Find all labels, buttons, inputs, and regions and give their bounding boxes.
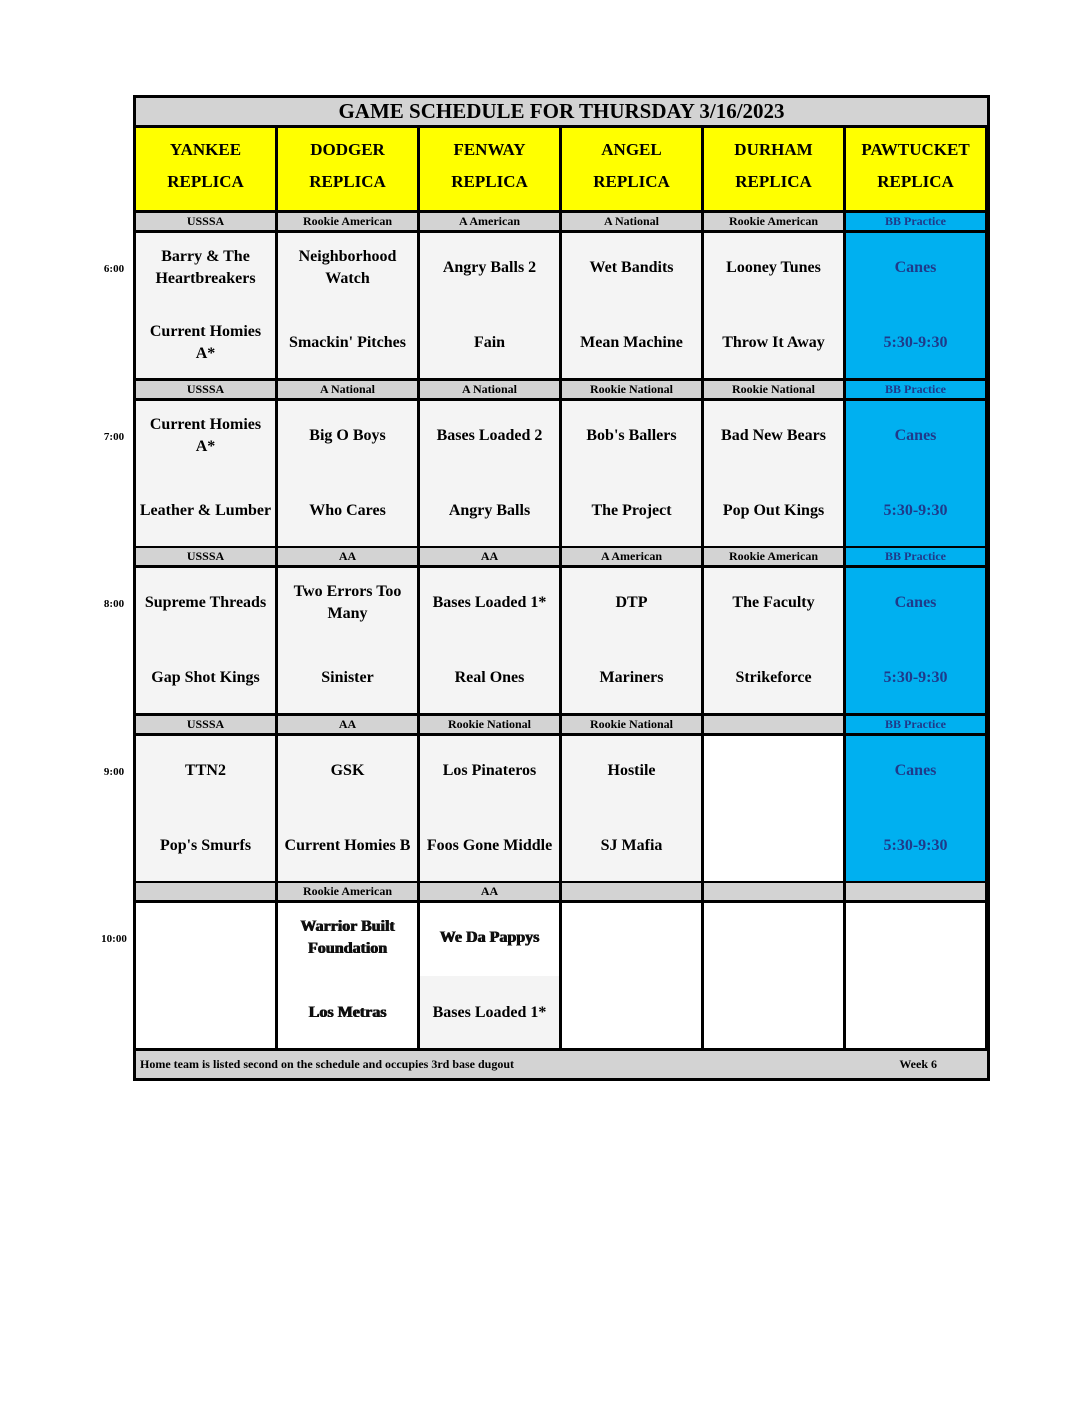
away-team: Warrior Built Foundation <box>278 903 417 976</box>
division-label: Rookie American <box>278 883 417 900</box>
away-team: Angry Balls 2 <box>420 233 559 306</box>
home-team: Who Cares <box>278 474 417 547</box>
footer-bar <box>136 1051 987 1078</box>
division-label: BB Practice <box>846 716 985 733</box>
home-team: 5:30-9:30 <box>846 474 985 547</box>
field-name: YANKEE <box>169 140 242 159</box>
away-team: Looney Tunes <box>704 233 843 306</box>
away-team: We Da Pappys <box>420 903 559 976</box>
away-team: GSK <box>278 736 417 809</box>
division-label: AA <box>420 883 559 900</box>
away-team: Wet Bandits <box>562 233 701 306</box>
home-team <box>704 809 843 882</box>
division-label <box>846 883 985 900</box>
division-label: Rookie National <box>704 381 843 398</box>
away-team: Los Pinateros <box>420 736 559 809</box>
away-team: Two Errors Too Many <box>278 568 417 641</box>
division-label: USSSA <box>136 548 275 565</box>
division-label: BB Practice <box>846 213 985 230</box>
field-sub: REPLICA <box>167 172 244 191</box>
home-team: Mariners <box>562 641 701 714</box>
home-team: Angry Balls <box>420 474 559 547</box>
away-team: Big O Boys <box>278 401 417 474</box>
home-team: Fain <box>420 306 559 379</box>
division-label: AA <box>278 716 417 733</box>
away-team: Current Homies A* <box>136 401 275 474</box>
division-label: Rookie National <box>420 716 559 733</box>
field-header-durham <box>704 128 843 210</box>
home-team: Smackin' Pitches <box>278 306 417 379</box>
home-team: Bases Loaded 1* <box>420 976 559 1049</box>
field-name: DURHAM <box>734 140 813 159</box>
away-team: Barry & The Heartbreakers <box>136 233 275 306</box>
schedule-table <box>133 95 990 1081</box>
field-name: DODGER <box>310 140 385 159</box>
field-sub: REPLICA <box>593 172 670 191</box>
away-team: DTP <box>562 568 701 641</box>
away-team <box>562 903 701 976</box>
away-team: Bad New Bears <box>704 401 843 474</box>
time-label: 6:00 <box>103 263 125 275</box>
division-label: A American <box>562 548 701 565</box>
home-team: The Project <box>562 474 701 547</box>
away-team <box>704 736 843 809</box>
field-header-dodger <box>278 128 417 210</box>
away-team: Hostile <box>562 736 701 809</box>
away-team: TTN2 <box>136 736 275 809</box>
field-header-yankee <box>136 128 275 210</box>
home-team: Mean Machine <box>562 306 701 379</box>
field-sub: REPLICA <box>877 172 954 191</box>
field-name: FENWAY <box>453 140 526 159</box>
away-team: Bases Loaded 1* <box>420 568 559 641</box>
division-label: Rookie American <box>278 213 417 230</box>
time-label: 8:00 <box>103 598 125 610</box>
home-team: 5:30-9:30 <box>846 641 985 714</box>
division-label: BB Practice <box>846 548 985 565</box>
away-team: Bob's Ballers <box>562 401 701 474</box>
division-label <box>136 883 275 900</box>
division-label: A National <box>562 213 701 230</box>
division-label: USSSA <box>136 716 275 733</box>
home-team <box>136 976 275 1049</box>
field-header-angel <box>562 128 701 210</box>
home-team: Throw It Away <box>704 306 843 379</box>
away-team: Bases Loaded 2 <box>420 401 559 474</box>
field-header-fenway <box>420 128 559 210</box>
home-team: Pop Out Kings <box>704 474 843 547</box>
away-team: The Faculty <box>704 568 843 641</box>
away-team: Canes <box>846 233 985 306</box>
schedule-title: GAME SCHEDULE FOR THURSDAY 3/16/2023 <box>136 98 987 125</box>
division-label: BB Practice <box>846 381 985 398</box>
field-header-pawtucket <box>846 128 985 210</box>
home-team: Sinister <box>278 641 417 714</box>
time-label: 10:00 <box>101 933 127 945</box>
time-label: 9:00 <box>103 766 125 778</box>
division-label: A American <box>420 213 559 230</box>
division-label: Rookie National <box>562 381 701 398</box>
home-team: Real Ones <box>420 641 559 714</box>
home-team: SJ Mafia <box>562 809 701 882</box>
away-team: Canes <box>846 736 985 809</box>
division-label: AA <box>420 548 559 565</box>
away-team: Supreme Threads <box>136 568 275 641</box>
division-label: AA <box>278 548 417 565</box>
home-team <box>562 976 701 1049</box>
division-label <box>562 883 701 900</box>
division-label: A National <box>278 381 417 398</box>
division-label <box>704 883 843 900</box>
field-sub: REPLICA <box>735 172 812 191</box>
home-team: 5:30-9:30 <box>846 306 985 379</box>
week-label: Week 6 <box>899 1057 937 1071</box>
away-team <box>704 903 843 976</box>
home-team: Los Metras <box>278 976 417 1049</box>
division-label: Rookie National <box>562 716 701 733</box>
home-team: 5:30-9:30 <box>846 809 985 882</box>
division-label: Rookie American <box>704 213 843 230</box>
away-team: Canes <box>846 401 985 474</box>
field-name: ANGEL <box>601 140 662 159</box>
division-label: USSSA <box>136 213 275 230</box>
field-name: PAWTUCKET <box>861 140 970 159</box>
away-team <box>136 903 275 976</box>
away-team: Neighborhood Watch <box>278 233 417 306</box>
away-team <box>846 903 985 976</box>
home-team <box>704 976 843 1049</box>
division-label: Rookie American <box>704 548 843 565</box>
home-team: Foos Gone Middle <box>420 809 559 882</box>
away-team: Canes <box>846 568 985 641</box>
time-label: 7:00 <box>103 431 125 443</box>
field-sub: REPLICA <box>451 172 528 191</box>
footer-note: Home team is listed second on the schedule and occupies 3rd base dugout <box>140 1057 515 1071</box>
home-team: Leather & Lumber <box>136 474 275 547</box>
home-team: Current Homies A* <box>136 306 275 379</box>
field-sub: REPLICA <box>309 172 386 191</box>
home-team <box>846 976 985 1049</box>
division-label: A National <box>420 381 559 398</box>
home-team: Gap Shot Kings <box>136 641 275 714</box>
division-label <box>704 716 843 733</box>
home-team: Current Homies B <box>278 809 417 882</box>
home-team: Strikeforce <box>704 641 843 714</box>
division-label: USSSA <box>136 381 275 398</box>
home-team: Pop's Smurfs <box>136 809 275 882</box>
